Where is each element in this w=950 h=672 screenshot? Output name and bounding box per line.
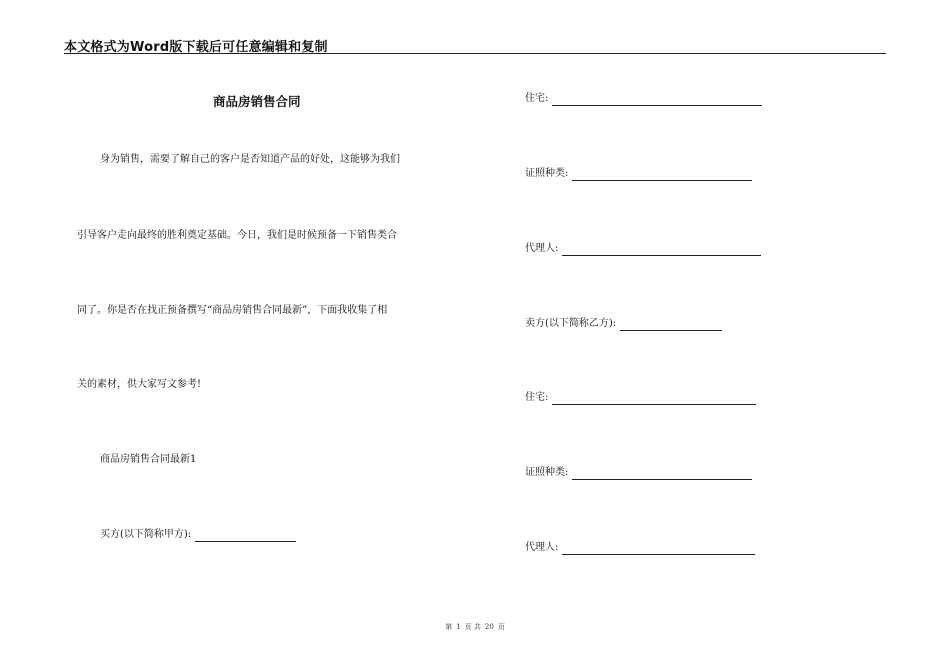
agent-label-1: 代理人: [525, 243, 559, 254]
agent-blank-line-2[interactable] [562, 545, 755, 555]
buyer-label: 买方(以下简称甲方): [100, 529, 192, 540]
buyer-blank-line[interactable] [195, 532, 296, 542]
seller-field [525, 317, 722, 331]
page-header [64, 34, 886, 54]
agent-label-2: 代理人: [525, 542, 559, 553]
seller-label: 卖方(以下简称乙方): [525, 318, 617, 329]
agent-field-1 [525, 242, 761, 256]
residence-field-2 [525, 391, 756, 405]
contract-subtitle: 商品房销售合同最新1 [100, 454, 197, 465]
paragraph-line-2: 引导客户走向最终的胜利奠定基础。今日，我们是时候预备一下销售类合 [77, 230, 397, 241]
buyer-field [100, 528, 296, 542]
footer-page-number: 1 [456, 623, 461, 631]
footer-prefix: 第 [445, 623, 453, 631]
footer-suffix: 页 [497, 623, 505, 631]
residence-field-1 [525, 92, 762, 106]
page-footer [0, 622, 950, 632]
footer-middle: 页 共 [464, 623, 481, 631]
document-title: 商品房销售合同 [213, 94, 301, 109]
id-type-blank-line-1[interactable] [572, 171, 752, 181]
id-type-field-2 [525, 466, 752, 480]
id-type-label-2: 证照种类: [525, 467, 569, 478]
paragraph-line-1: 身为销售，需要了解自己的客户是否知道产品的好处，这能够为我们 [100, 154, 400, 165]
id-type-blank-line-2[interactable] [572, 470, 752, 480]
residence-label-1: 住宅: [525, 93, 549, 104]
id-type-label-1: 证照种类: [525, 168, 569, 179]
paragraph-line-4: 关的素材，供大家写文参考! [77, 379, 202, 390]
id-type-field-1 [525, 167, 752, 181]
residence-blank-line-2[interactable] [552, 395, 756, 405]
seller-blank-line[interactable] [620, 321, 722, 331]
residence-blank-line-1[interactable] [552, 96, 762, 106]
paragraph-line-3: 同了。你是否在找正预备撰写“商品房销售合同最新”，下面我收集了相 [77, 305, 388, 316]
footer-total-pages: 20 [484, 623, 494, 631]
header-text: 本文格式为Word版下载后可任意编辑和复制 [64, 40, 328, 55]
residence-label-2: 住宅: [525, 392, 549, 403]
agent-field-2 [525, 541, 755, 555]
agent-blank-line-1[interactable] [562, 246, 761, 256]
